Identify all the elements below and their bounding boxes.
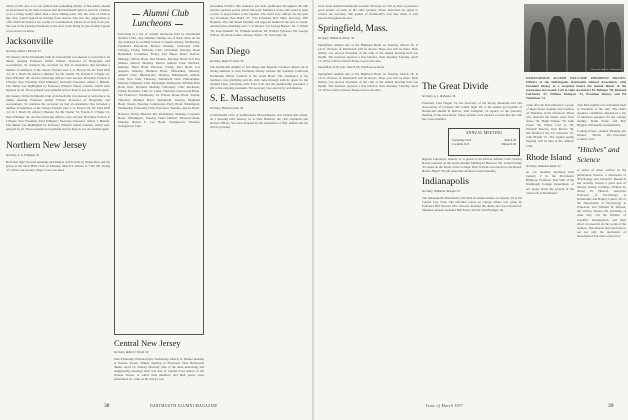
- jacksonville-heading: Jacksonville: [6, 36, 53, 47]
- jacksonville-text: On January 29 the Dartmouth Club of Jacksonville was pleased to welcome to its dinner meeting Professor Arthur Wilson, Professor of Biography and Government. To celebrate the occasion we had an attendance that included a number of members of the classes. Present were J. A. Brown '02, Dr. Fred Wolf '12, W. J. Bush '28, Alfred J. Burnett '34, Mr. Stellar '33, Francis P. L'Engle '21, Paul Whitaker '40, and the following officers were elected: President, Francis P. L'Engle; Vice President, Paul Whitaker; Secretary-Treasurer, Alfred J. Burnett. The dinner was highlighted by Professor Wilson's timely remarks, which were enjoyed by all. Those present were grateful and we hope to see our friends again.: [6, 55, 110, 92]
- right-column-3-4: [526, 76, 626, 400]
- col3-text: come after he had addressed a group of high school students and teachers on Thursday, in the afternoon. Those who attended the dinner were: Karl Amos '30, Hugh Dunlap '50, John Fraser '30, Walter Carl Jr. '30, Wendell Bowers, Don Brown '36, Jim Bradford '24, Ed Schwartz '41, John Brandt '21. The regular spring meeting will be held at the Athletic Club.: [526, 102, 574, 148]
- indianapolis-group-photo: [524, 4, 624, 72]
- san-diego-text: The Dartmouth Alumni of San Diego and Imperial Counties turned out in strong numbers to hear President Dickey address the Southern California Dartmouth Winter Carnival at the Grant Hotel. The attendance at the luncheon was gratifying and the club came through with its quota for the Alumni Fund. Christmas Gift: Fred Cole and the membership presented a gift to the outgoing president. The secretary was elected by acclamation.: [210, 65, 308, 90]
- alumni-luncheons-list: Following is a list of weekly luncheons held by Dartmouth Alumni Clubs. Any alumnus visiting one of these cities on the day indicated is cordially invited to attend: Albany, Wednesday, Farnham's Restaurant. Boston, Monday, University Club. Chicago, Friday, Mid-Day Club. Cleveland, Tuesday, Hotel Hollenden. Columbus, Friday, Fort Hayes Hotel. Denver, Monday, Oxford Hotel. Des Moines, Monday, Hotel Fort Des Moines. Detroit, Monday, Detroit Athletic Club. Hartford, Monday, Hotel Bond. Houston, Friday, Rice Hotel. Los Angeles, Monday, Biltmore Hotel. Milwaukee, Monday, Athletic Club. Minneapolis, Monday, Minneapolis Athletic Club. New York, Thursday, Dartmouth Club. Philadelphia, Monday, Engineers Club. Pittsburgh, Wednesday, William Penn Hotel Grill. Portland, Monday, University Club. Rochester, Friday, Rochester Club. St. Louis, Thursday, Gatesworth Hotel. San Francisco, Wednesday, Sir Francis Drake Hotel. Seattle, Thursday, Olympic Hotel. Springfield, Tuesday, Highland Hotel. Toledo, Tuesday, Commodore Perry Hotel. Washington, Wednesday, University Club. Worcester, Tuesday, Aurora Hotel.: [118, 32, 200, 110]
- coming-event: Coming Event—Annual Meeting and Dinner, March 28—Worcester Country Club: [577, 129, 626, 142]
- hitches-text: A series of three articles in the publication Science, a discussion of 'Psychology and Scientific Research' has recently created a great deal of interest among scientists. Written by Albert H. Hastorf, Associate Professor of Psychology at Dartmouth, and Hadley Cantril '28, of the Department of Psychology at Princeton, and William H. Ittelson, the articles discuss the problems of what they call the 'hitches' of scientific investigation, and their effect on research. In the words of the authors, 'Our interest here has been to see not only the mechanics of investigation but what occurs in it.': [577, 168, 626, 238]
- intro-text: winter in this area. It is our opinion that something similar of that nature should be undertaken by all clubs to insure that the Dartmouth Spirit is and will continue to be a living reality rather than a mere talking point. We, the class of 1924 in this area, would appreciate hearing from anyone who has any suggestions to offer which he believes are worthy of consideration. Please let us hear from you. See you at the Tuesday luncheons at the Aero Club. Bring in your brother's green cover and let us know.: [6, 4, 110, 33]
- rhode-island-heading: Rhode Island: [526, 151, 572, 162]
- annual-meeting-title: ANNUAL MEETING: [465, 131, 503, 135]
- springfield-note: September, 8-30 p.m., March 28, Youth Association.: [318, 65, 385, 70]
- left-column-4: [210, 4, 308, 400]
- great-divide-text-2: Regular Luncheon, January 11 as guests of the Denver Athletic Club. Stanley Bower reported on the recent Alumni Meeting in Hanover. Mr. Leland Gallup '23 spoke on the future of the College. Dick Schwab was elected to the Board. Homer Hugill '30 will attend the Alumni Council meeting.: [422, 157, 522, 174]
- right-column-3: [526, 103, 574, 240]
- springfield-text: Springfield Alumni met at the Highland Hotel on Tuesday, March 18, at 12:15. Pictures of Dartmouth will be shown. Hope you will be there. Dick Ashley was elected President of the club at the annual meeting held last month. The treasurer reported a fine balance. Next meeting: Tuesday, April 16. Wives will be invited. Please reserve the date.: [318, 42, 418, 64]
- northern-nj-secretary: Secretary, L. A. Friedman '41: [6, 153, 39, 157]
- right-column-1: [318, 4, 418, 400]
- great-divide-heading: The Great Divide: [422, 82, 489, 92]
- annual-meeting-row-2-label: Cocktails 6:15: [452, 142, 470, 146]
- northern-nj-text: Hold that tiger! Several meetings and dinners will be held by Walter Rice and the group at the Short Hills Club on Monday, March 9. Dinner at 7:00. Mr. Young '15 will be our speaker. Hope to see you there.: [6, 159, 110, 172]
- alumni-luncheons-list-2: Hanover, Friday, Hanover Inn. Manchester, Monday, Carpenter Hotel. Wilmington, Tuesday, Hotel DuPont. Winston-Salem, Monday, Robert E. Lee Hotel. Youngstown, Tuesday, Youngstown Club.: [118, 111, 200, 129]
- left-page-number: 38: [104, 403, 110, 409]
- col4-right-text: Tom McLaughlin was welcomed back as President of the club. The club's speakers committee announced a list of luncheon speakers for the coming months. Frank Porter and Bob Higgins will handle arrangements.: [577, 102, 626, 128]
- great-divide-text: President, Fred Hogan '19, the Secretary of the Rocky Mountain Old and Association of Colleges. Mr. Lamar Ogle '28, at the annual get-together of Dartmouth alumni in Denver. Tom Campbell '14 reports on the quarterly meeting of the association. Those present were pleased to learn that the club has a new member.: [422, 100, 522, 121]
- right-intro-text: were made entitled Dartmouth Gardens. We hope we will be able to present a good picture of some of the other gardens. Those interested are urged to contact the secretary. The garden of Dartmouth's own Ray Allen is well known throughout the area.: [318, 4, 418, 21]
- great-divide-secretary: Secretary, A. L. Redington '16: [422, 95, 456, 98]
- hitches-heading: "Hitches" and Science: [577, 145, 620, 165]
- central-nj-secretary: Secretary, Robert J. Scheib '19: [114, 351, 149, 354]
- right-column-2: [422, 4, 522, 400]
- photo-person-2: [548, 16, 566, 72]
- alumni-luncheons-box: [114, 2, 204, 335]
- annual-meeting-row-1-label: University Club: [452, 138, 472, 142]
- photo-caption: INDIANAPOLIS ALUMNI WELCOME PRESIDENT DICKEY: Officers of the Indianapolis Dartmouth Alumni Association, with President Dickey at a reception before the annual dinner of the association last month. Left to right are Robert M. Bolinger '40, Richard Fairbanks '37, William Weingart '31, President Dickey, and Ed Tomlinson '31.: [526, 76, 626, 101]
- alumni-luncheons-title: Alumni Club Luncheons: [118, 8, 200, 28]
- central-nj-section: [114, 338, 204, 398]
- annual-meeting-row-1-value: March 28: [504, 138, 516, 142]
- springfield-secretary: Secretary, William A. Nelson '30: [318, 37, 355, 41]
- indianapolis-secretary: Secretary, William R. Weingart '31: [422, 190, 461, 194]
- annual-meeting-row-2: [452, 142, 516, 146]
- central-nj-text: March Meeting. Princeton Inn, Wednesday, March 11. Dinner meeting at Nassau Tavern. Dinner meeting at Princeton. New Brunswick dinner, April 14. January Meeting: One of the most interesting and enlightening meetings held was that of Captain Fred Sutton of the Nassau Tavern, at which time members and their guests were entertained by a talk on the Navy's role.: [114, 356, 204, 382]
- northern-nj-heading: Northern New Jersey: [6, 140, 87, 151]
- col4-intro-text: Australian Politics. His audience was held spellbound throughout the talk and the question period which followed. Members of the club voted to send a letter of appreciation to the speaker. The club's new officers for the year are: President, Ben Baird '27; Vice President, Bob Sims; Secretary, Phil Hopkins. The club meets monthly and urges all alumni in the area to attend. Among those attending were: J. S. Barlow '14, George Barlow '29, J. O'Neil '39, Ivan Drumell '18, William Sullivan '28, Wilfred Sylvester '08, George Wilcox '10, Elton Gaines, Monroe Taylor '33, Sam Stein '40.: [210, 4, 308, 37]
- se-mass-text: A Dartmouth Club of Southeastern Massachusetts was formed this winter. At a meeting held January 10 at New Bedford, the club organized and elected officers. We were honored by the attendance of fifty alumni and the club is growing.: [210, 112, 308, 129]
- photo-person-3: [568, 18, 585, 72]
- jacksonville-text-cont: On January 29 the Dartmouth Club of Jacksonville was pleased to welcome to its dinner meeting Professor Arthur Wilson, Professor of Biography and Government. To celebrate the occasion we had an attendance that included a number of members of the classes. Present were J. A. Brown '02, Dr. Fred Wolf '12, W. J. Bush '28, Alfred J. Burnett '34, Mr. Stellar '33, Francis P. L'Engle '21, Paul Whitaker '40, and the following officers were elected: President, Francis P. L'Engle; Vice President, Paul Whitaker; Secretary-Treasurer, Alfred J. Burnett. The dinner was highlighted by Professor Wilson's timely remarks, which were enjoyed by all. Those present were grateful and we hope to see our friends again.: [6, 94, 110, 131]
- central-nj-heading: Central New Jersey: [114, 338, 181, 348]
- rhode-island-text: At our monthly luncheon held January 9 in the Providence Biltmore, Professor Jack Weir of the Dartmouth College Department of Art spoke about the growth of the visual arts at Dartmouth.: [526, 170, 574, 195]
- left-page-footer: DARTMOUTH ALUMNI MAGAZINE: [150, 404, 218, 408]
- photo-person-5: [605, 22, 621, 72]
- jacksonville-secretary: Secretary, Alfred J. Burnett '34: [6, 49, 41, 53]
- right-page-footer: Issue of March 1957: [426, 404, 464, 408]
- indianapolis-text: The Indianapolis Dartmouth Club held its annual dinner on January 26 at the Capital City Club. The informal report on college affairs was given by Professor Bill Stewart. Mrs. Stewart attended the dinner and was introduced. Members present included Bob Ferris '29 and Jack Bolinger '40.: [422, 196, 522, 213]
- san-diego-heading: San Diego: [210, 46, 250, 57]
- left-page: [0, 0, 312, 420]
- left-column-1: [6, 4, 110, 400]
- indianapolis-heading: Indianapolis: [422, 177, 469, 188]
- se-mass-heading: S. E. Massachusetts: [210, 93, 286, 104]
- springfield-heading: Springfield, Mass.: [318, 24, 388, 35]
- photo-person-1: [530, 22, 546, 72]
- photo-credit: Bowman Studios, Indianapolis: [591, 68, 622, 71]
- springfield-text-cont: Springfield Alumni met at the Highland Hotel on Tuesday, March 18, at 12:15. Pictures of Dartmouth will be shown. Hope you will be there. Dick Ashley was elected President of the club at the annual meeting held last month. The treasurer reported a fine balance. Next meeting: Tuesday, April 16. Wives will be invited. Please reserve the date.: [318, 71, 418, 92]
- rhode-island-secretary: Secretary, Nathaniel Sands '34: [526, 164, 561, 168]
- lower-right-columns: [526, 103, 626, 240]
- annual-meeting-box: [448, 128, 520, 156]
- photo-person-4: [587, 20, 604, 72]
- se-mass-secretary: Secretary, Herbert Lyman '36: [210, 106, 244, 110]
- san-diego-secretary: Secretary, Robert E. Dunn '30: [210, 59, 244, 63]
- right-column-4: [577, 103, 626, 240]
- right-page-number: 39: [608, 403, 614, 409]
- annual-meeting-row-2-value: Dinner 6:45: [501, 142, 516, 146]
